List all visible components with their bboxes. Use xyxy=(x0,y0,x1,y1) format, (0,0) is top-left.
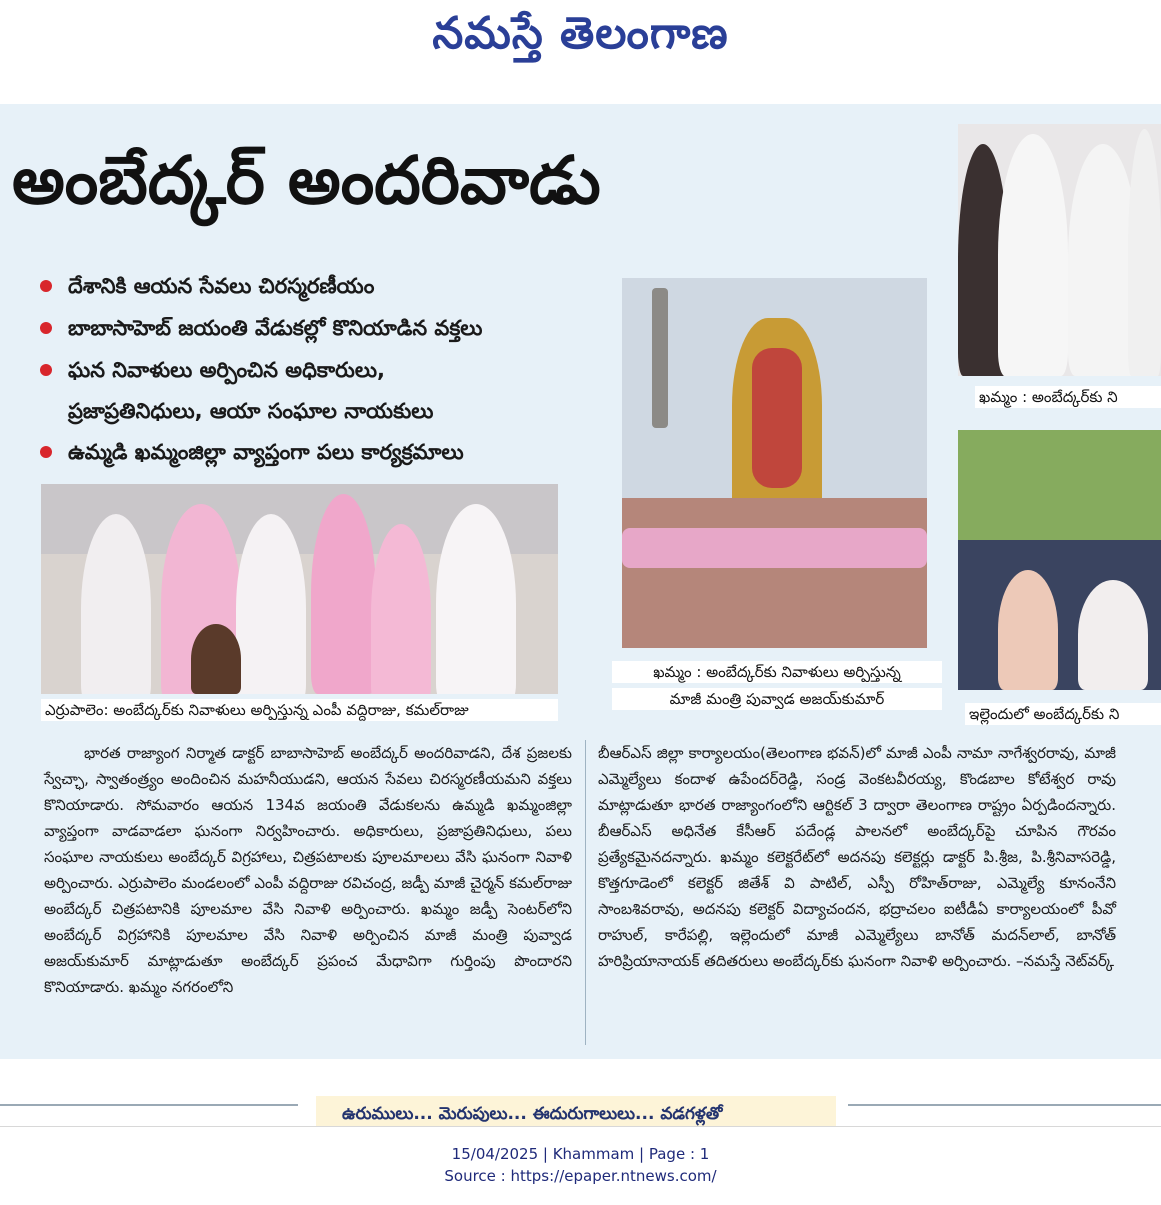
highlight-item xyxy=(36,349,606,391)
teaser-headline: ఉరుములు... మెరుపులు... ఈదురుగాలులు... వడగళ్లతో xyxy=(316,1096,836,1126)
photo-yellandu-rally xyxy=(958,430,1161,690)
highlight-text: ఘన నివాళులు అర్పించిన అధికారులు, xyxy=(68,358,385,382)
photo-caption-line1: ఖమ్మం : అంబేద్కర్‌కు నివాళులు అర్పిస్తున్న xyxy=(612,661,942,683)
highlight-list xyxy=(36,265,606,473)
photo-khammam-leaders xyxy=(958,124,1161,376)
photo-yerrupalem-tribute xyxy=(41,484,558,694)
article-paragraph: భారత రాజ్యాంగ నిర్మాత డాక్టర్ బాబాసాహెబ్ అంబేద్కర్ అందరివాడని, దేశ ప్రజలకు స్వేచ్ఛా, స్వాతంత్ర్యం అందించిన మహనీయుడని, ఆయన సేవలు చిరస్మరణీయమని వక్తలు కొనియాడారు. సోమవారం ఆయన 134వ జయంతి వేడుకలను ఉమ్మడి ఖమ్మంజిల్లా వ్యాప్తంగా వాడవాడలా ఘనంగా నిర్వహించారు. అధికారులు, ప్రజాప్రతినిధులు, పలు సంఘాల నాయకులు అంబేద్కర్ విగ్రహాలు, చిత్రపటాలకు పూలమాలలు వేసి ఘనంగా నివాళి అర్పించారు. ఎర్రుపాలెం మండలంలో ఎంపీ వద్దిరాజు రవిచంద్ర, జడ్పీ మాజీ చైర్మన్ కమల్‌రాజు అంబేద్కర్ చిత్రపటానికి పూలమాల వేసి నివాళి అర్పించారు. ఖమ్మం జడ్పీ సెంటర్‌లోని అంబేద్కర్ విగ్రహానికి పూలమాల వేసి నివాళి అర్పించిన మాజీ మంత్రి పువ్వాడ అజయ్‌కుమార్ మాట్లాడుతూ అంబేద్కర్ ప్రపంచ మేధావిగా గుర్తింపు పొందారని కొనియాడారు. ఖమ్మం నగరంలోని xyxy=(44,744,572,996)
article-column-1 xyxy=(44,740,572,1000)
page-footer xyxy=(0,1126,1161,1205)
masthead xyxy=(0,0,1161,104)
highlight-text-continued: ప్రజాప్రతినిధులు, ఆయా సంఘాల నాయకులు xyxy=(68,399,434,423)
bullet-dot-icon xyxy=(40,322,52,334)
source-link[interactable]: Source : https://epaper.ntnews.com/ xyxy=(444,1167,717,1185)
article-column-2 xyxy=(598,740,1116,974)
bullet-dot-icon xyxy=(40,364,52,376)
edition-info: 15/04/2025 | Khammam | Page : 1 xyxy=(451,1145,710,1163)
column-divider xyxy=(585,740,586,1045)
highlight-text: దేశానికి ఆయన సేవలు చిరస్మరణీయం xyxy=(68,274,375,298)
highlight-text: బాబాసాహెబ్ జయంతి వేడుకల్లో కొనియాడిన వక్తలు xyxy=(68,316,483,340)
bullet-dot-icon xyxy=(40,446,52,458)
highlight-item xyxy=(36,265,606,307)
photo-caption: ఖమ్మం : అంబేద్కర్‌కు ని xyxy=(975,386,1161,408)
photo-caption: ఇల్లెందులో అంబేద్కర్‌కు ని xyxy=(965,703,1161,725)
bullet-dot-icon xyxy=(40,280,52,292)
article-paragraph: బీఆర్‌ఎస్ జిల్లా కార్యాలయం(తెలంగాణ భవన్)లో మాజీ ఎంపీ నామా నాగేశ్వరరావు, మాజీ ఎమ్మెల్యేలు కందాళ ఉపేందర్‌రెడ్డి, సండ్ర వెంకటవీరయ్య, కొండబాల కోటేశ్వర రావు మాట్లాడుతూ భారత రాజ్యాంగంలోని ఆర్టికల్ 3 ద్వారా తెలంగాణ రాష్ట్రం ఏర్పడిందన్నారు. బీఆర్‌ఎస్ అధినేత కేసీఆర్ పదేండ్ల పాలనలో అంబేద్కర్‌పై చూపిన గౌరవం ప్రత్యేకమైనదన్నారు. ఖమ్మం కలెక్టరేట్‌లో అదనపు కలెక్టర్లు డాక్టర్ పి.శ్రీజ, పి.శ్రీనివాసరెడ్డి, కొత్తగూడెంలో కలెక్టర్ జితేశ్ వి పాటిల్, ఎస్పీ రోహిత్‌రాజు, ఎమ్మెల్యే కూనంనేని సాంబశివరావు, అదనపు కలెక్టర్ విద్యాచందన, భద్రాచలం ఐటీడీఏ కార్యాలయంలో పీవో రాహుల్, కారేపల్లి, ఇల్లెందులో మాజీ ఎమ్మెల్యేలు బానోత్ మదన్‌లాల్, బానోత్ హరిప్రియానాయక్ తదితరులు అంబేద్కర్‌కు ఘనంగా నివాళి అర్పించారు. –నమస్తే నెట్‌వర్క్ xyxy=(598,744,1116,970)
photo-ambedkar-statue xyxy=(622,278,927,648)
strip-rule-right xyxy=(848,1104,1161,1126)
strip-rule-left xyxy=(0,1104,298,1126)
photo-caption-line2: మాజీ మంత్రి పువ్వాడ అజయ్‌కుమార్ xyxy=(612,688,942,710)
article-headline: అంబేద్కర్ అందరివాడు xyxy=(12,142,601,219)
photo-caption: ఎర్రుపాలెం: అంబేద్కర్‌కు నివాళులు అర్పిస్తున్న ఎంపీ వద్దిరాజు, కమల్‌రాజు xyxy=(41,699,558,721)
highlight-text: ఉమ్మడి ఖమ్మంజిల్లా వ్యాప్తంగా పలు కార్యక్రమాలు xyxy=(68,440,464,464)
newspaper-title: నమస్తే తెలంగాణ xyxy=(432,8,729,59)
highlight-item xyxy=(36,307,606,349)
highlight-item xyxy=(36,431,606,473)
